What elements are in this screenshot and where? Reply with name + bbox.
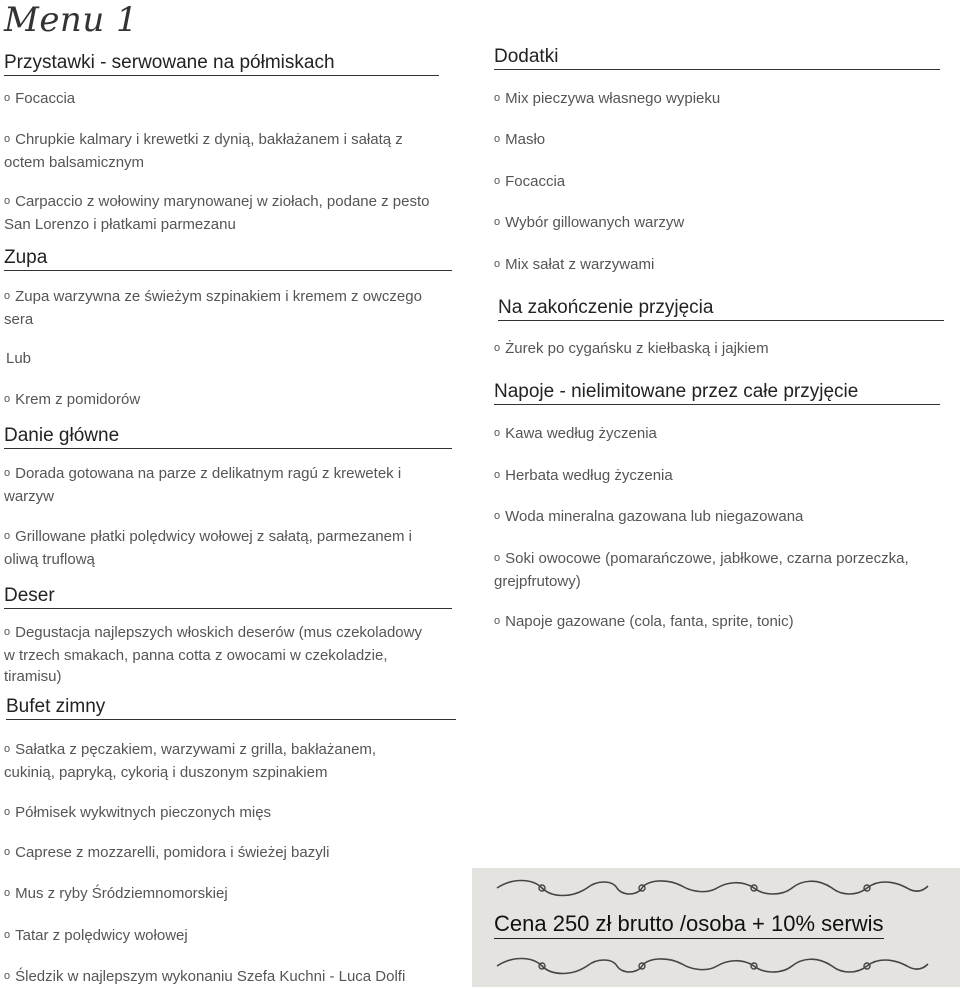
item-text: Herbata według życzenia	[505, 467, 673, 484]
item-text: Dorada gotowana na parze z delikatnym ragú z krewetek i warzyw	[4, 465, 402, 505]
bullet-icon: o	[4, 290, 11, 302]
list-item	[4, 739, 424, 783]
swirl-ornament-top-icon	[492, 876, 932, 900]
item-text: Kawa według życzenia	[505, 425, 657, 442]
or-label: Lub	[6, 350, 32, 367]
bullet-icon: o	[4, 393, 11, 405]
item-text: Chrupkie kalmary i krewetki z dynią, bakłażanem i sałatą z octem balsamicznym	[4, 131, 403, 171]
heading-na-zakonczenie: Na zakończenie przyjęcia	[498, 297, 944, 321]
item-text: Półmisek wykwitnych pieczonych mięs	[15, 804, 272, 821]
bullet-icon: o	[494, 510, 501, 522]
list-item	[4, 802, 444, 825]
bullet-icon: o	[4, 133, 11, 145]
bullet-icon: o	[4, 743, 11, 755]
heading-przystawki: Przystawki - serwowane na półmiskach	[4, 52, 439, 76]
item-text: Mus z ryby Śródziemnomorskiej	[15, 885, 228, 902]
bullet-icon: o	[494, 342, 501, 354]
bullet-icon: o	[4, 846, 11, 858]
bullet-icon: o	[4, 806, 11, 818]
bullet-icon: o	[4, 195, 11, 207]
list-item	[4, 88, 444, 111]
bullet-icon: o	[4, 626, 11, 638]
item-text: Zupa warzywna ze świeżym szpinakiem i kremem z owczego sera	[4, 288, 422, 328]
item-text: Żurek po cygańsku z kiełbaską i jajkiem	[505, 340, 769, 357]
list-item	[4, 526, 444, 570]
item-text: Masło	[505, 131, 546, 148]
item-text: Tatar z polędwicy wołowej	[15, 927, 188, 944]
price-box	[472, 868, 960, 987]
bullet-icon: o	[494, 216, 501, 228]
list-item	[494, 129, 954, 152]
bullet-icon: o	[494, 175, 501, 187]
list-item	[4, 191, 444, 235]
bullet-icon: o	[4, 92, 11, 104]
item-text: Sałatka z pęczakiem, warzywami z grilla, bakłażanem, cukinią, papryką, cykorią i duszonym szpinakiem	[4, 741, 377, 781]
heading-zupa: Zupa	[4, 247, 452, 271]
list-item	[494, 254, 954, 277]
bullet-icon: o	[494, 552, 501, 564]
item-text: Mix pieczywa własnego wypieku	[505, 90, 721, 107]
heading-bufet-zimny: Bufet zimny	[6, 696, 456, 720]
bullet-icon: o	[4, 530, 11, 542]
list-item	[494, 88, 954, 111]
item-text: Grillowane płatki polędwicy wołowej z sałatą, parmezanem i oliwą truflową	[4, 528, 412, 568]
list-item	[4, 286, 444, 330]
heading-deser: Deser	[4, 585, 452, 609]
list-item	[494, 465, 954, 488]
list-item	[4, 129, 444, 173]
list-item	[4, 622, 424, 687]
item-text: Focaccia	[15, 90, 76, 107]
item-text: Woda mineralna gazowana lub niegazowana	[505, 508, 804, 525]
bullet-icon: o	[494, 427, 501, 439]
bullet-icon: o	[4, 887, 11, 899]
bullet-icon: o	[494, 615, 501, 627]
list-item	[494, 212, 954, 235]
item-text: Mix sałat z warzywami	[505, 256, 655, 273]
list-item	[4, 842, 444, 865]
bullet-icon: o	[4, 970, 11, 982]
item-text: Carpaccio z wołowiny marynowanej w ziołach, podane z pesto San Lorenzo i płatkami parmezanu	[4, 193, 430, 233]
bullet-icon: o	[494, 133, 501, 145]
heading-dodatki: Dodatki	[494, 46, 940, 70]
item-text: Krem z pomidorów	[15, 391, 141, 408]
item-text: Degustacja najlepszych włoskich deserów (mus czekoladowy w trzech smakach, panna cotta z owocami w czekoladzie, tiramisu)	[4, 624, 422, 685]
heading-napoje: Napoje - nielimitowane przez całe przyjęcie	[494, 381, 940, 405]
heading-danie-glowne: Danie główne	[4, 425, 452, 449]
item-text: Napoje gazowane (cola, fanta, sprite, tonic)	[505, 613, 794, 630]
list-item	[494, 548, 954, 592]
list-item	[494, 506, 954, 529]
menu-title: Menu 1	[4, 0, 139, 40]
price-text: Cena 250 zł brutto /osoba + 10% serwis	[494, 911, 884, 939]
item-text: Caprese z mozzarelli, pomidora i świeżej bazyli	[15, 844, 330, 861]
bullet-icon: o	[494, 469, 501, 481]
list-item	[4, 463, 444, 507]
item-text: Śledzik w najlepszym wykonaniu Szefa Kuchni - Luca Dolfi	[15, 968, 406, 985]
swirl-ornament-bottom-icon	[492, 954, 932, 978]
list-item	[494, 423, 954, 446]
item-text: Soki owocowe (pomarańczowe, jabłkowe, czarna porzeczka, grejpfrutowy)	[494, 550, 909, 590]
list-item	[4, 389, 444, 412]
bullet-icon: o	[494, 258, 501, 270]
list-item	[494, 611, 954, 634]
item-text: Focaccia	[505, 173, 566, 190]
bullet-icon: o	[4, 929, 11, 941]
list-item	[494, 338, 954, 361]
item-text: Wybór gillowanych warzyw	[505, 214, 685, 231]
list-item	[4, 883, 444, 906]
list-item	[4, 925, 444, 948]
bullet-icon: o	[4, 467, 11, 479]
bullet-icon: o	[494, 92, 501, 104]
list-item	[494, 171, 954, 194]
list-item	[4, 966, 464, 989]
